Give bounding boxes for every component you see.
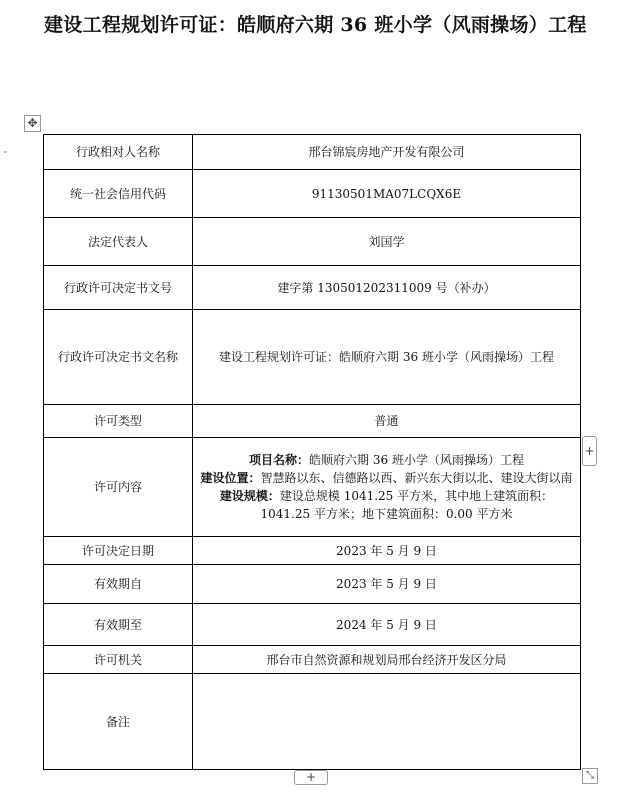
table-row [44, 170, 581, 218]
row-label-decision-date: 许可决定日期 [44, 537, 193, 565]
table-row [44, 310, 581, 405]
row-value-decision-number: 建字第 130501202311009 号（补办） [193, 266, 581, 310]
move-arrows-icon[interactable]: ✥ [24, 115, 41, 132]
table-row [44, 604, 581, 646]
content-scale-line [197, 487, 576, 523]
content-project-line [197, 451, 576, 469]
table-row [44, 266, 581, 310]
row-value-credit-code: 91130501MA07LCQX6E [193, 170, 581, 218]
content-location-line [197, 469, 576, 487]
table-row [44, 405, 581, 438]
row-label-permit-type: 许可类型 [44, 405, 193, 438]
row-value-decision-title: 建设工程规划许可证：皓顺府六期 36 班小学（风雨操场）工程 [193, 310, 581, 405]
row-value-valid-to: 2024 年 5 月 9 日 [193, 604, 581, 646]
row-label-remarks: 备注 [44, 674, 193, 770]
row-value-legal-rep: 刘国学 [193, 218, 581, 266]
project-name-label: 项目名称： [249, 453, 310, 467]
margin-mark-icon: ⌄ [2, 146, 9, 155]
row-value-decision-date: 2023 年 5 月 9 日 [193, 537, 581, 565]
row-label-permit-content: 许可内容 [44, 438, 193, 537]
row-value-permit-content [193, 438, 581, 537]
scale-label: 建设规模： [219, 489, 280, 503]
table-row [44, 674, 581, 770]
document-title: 建设工程规划许可证：皓顺府六期 36 班小学（风雨操场）工程 [44, 14, 587, 36]
diagonal-resize-icon[interactable]: ⤡ [582, 768, 598, 784]
scale-value: 建设总规模 1041.25 平方米，其中地上建筑面积：1041.25 平方米；地下建筑面积：0.00 平方米 [260, 489, 554, 521]
plus-icon[interactable]: + [582, 436, 597, 466]
row-value-applicant: 邢台锦宸房地产开发有限公司 [193, 135, 581, 170]
location-label: 建设位置： [200, 471, 261, 485]
row-label-applicant: 行政相对人名称 [44, 135, 193, 170]
table-row [44, 135, 581, 170]
location-value: 智慧路以东、信德路以西、新兴东大街以北、建设大街以南 [260, 471, 573, 485]
plus-icon[interactable]: + [294, 770, 328, 785]
row-label-valid-to: 有效期至 [44, 604, 193, 646]
row-label-decision-title: 行政许可决定书文名称 [44, 310, 193, 405]
permit-table [43, 134, 581, 770]
table-row [44, 565, 581, 604]
row-value-permit-type: 普通 [193, 405, 581, 438]
row-value-authority: 邢台市自然资源和规划局邢台经济开发区分局 [193, 646, 581, 674]
row-label-authority: 许可机关 [44, 646, 193, 674]
row-label-credit-code: 统一社会信用代码 [44, 170, 193, 218]
table-row [44, 646, 581, 674]
row-value-valid-from: 2023 年 5 月 9 日 [193, 565, 581, 604]
table-row [44, 537, 581, 565]
row-label-legal-rep: 法定代表人 [44, 218, 193, 266]
row-label-decision-number: 行政许可决定书文号 [44, 266, 193, 310]
row-label-valid-from: 有效期自 [44, 565, 193, 604]
project-name-value: 皓顺府六期 36 班小学（风雨操场）工程 [309, 453, 524, 467]
row-value-remarks[interactable] [193, 674, 581, 770]
table-row [44, 218, 581, 266]
table-row [44, 438, 581, 537]
